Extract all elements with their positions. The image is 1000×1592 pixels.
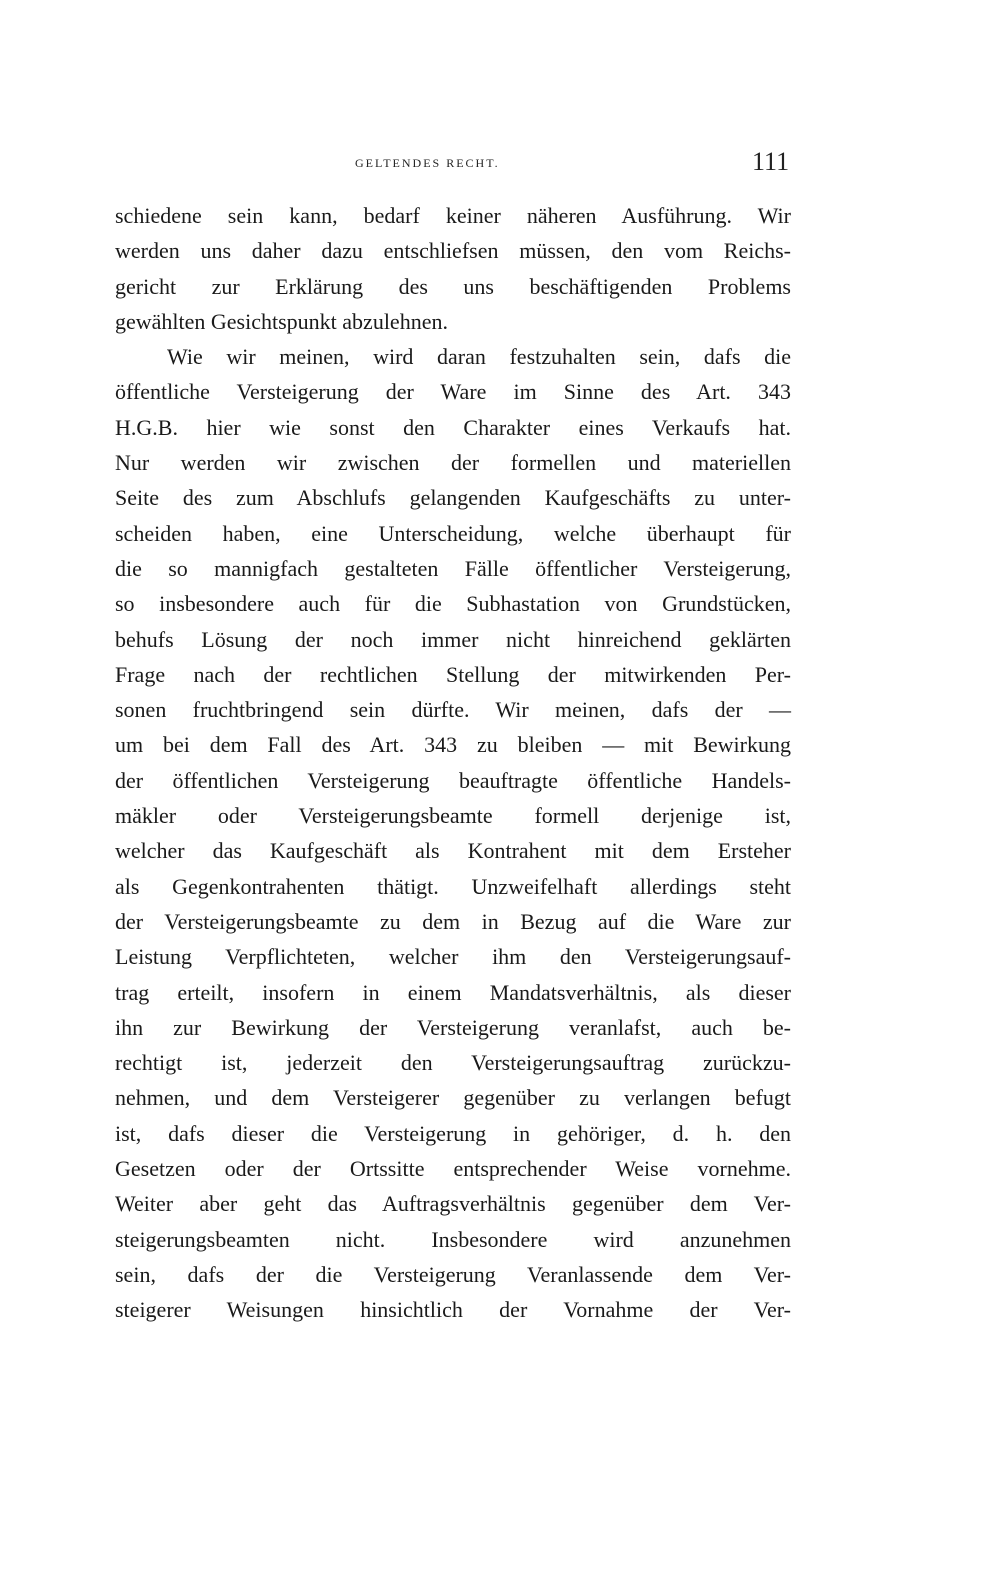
text-line: steigerer Weisungen hinsichtlich der Vornahme der Ver- [115, 1297, 791, 1323]
text-line: als Gegenkontrahenten thätigt. Unzweifelhaft allerdings steht [115, 873, 791, 899]
text-line: welcher das Kaufgeschäft als Kontrahent mit dem Ersteher [115, 838, 791, 864]
text-line: werden uns daher dazu entschliefsen müssen, den vom Reichs- [115, 238, 791, 264]
text-line: öffentliche Versteigerung der Ware im Sinne des Art. 343 [115, 379, 791, 405]
text-line: so insbesondere auch für die Subhastation von Grundstücken, [115, 591, 791, 617]
text-line: Seite des zum Abschlufs gelangenden Kaufgeschäfts zu unter- [115, 485, 791, 511]
text-line: Nur werden wir zwischen der formellen und materiellen [115, 450, 791, 476]
text-line: trag erteilt, insofern in einem Mandatsverhältnis, als dieser [115, 979, 791, 1005]
text-line: schiedene sein kann, bedarf keiner näheren Ausführung. Wir [115, 203, 791, 228]
text-line: der öffentlichen Versteigerung beauftragte öffentliche Handels- [115, 767, 791, 793]
text-line: Leistung Verpflichteten, welcher ihm den Versteigerungsauf- [115, 944, 791, 970]
text-line: gericht zur Erklärung des uns beschäftigenden Problems [115, 273, 791, 299]
text-line: Weiter aber geht das Auftragsverhältnis gegenüber dem Ver- [115, 1191, 791, 1217]
text-line: die so mannigfach gestalteten Fälle öffentlicher Versteigerung, [115, 555, 791, 581]
text-line: behufs Lösung der noch immer nicht hinreichend geklärten [115, 626, 791, 652]
text-line: gewählten Gesichtspunkt abzulehnen. [115, 308, 448, 334]
text-line: ihn zur Bewirkung der Versteigerung veranlafst, auch be- [115, 1014, 791, 1040]
text-line: Frage nach der rechtlichen Stellung der mitwirkenden Per- [115, 661, 791, 687]
text-line: Gesetzen oder der Ortssitte entsprechender Weise vornehme. [115, 1156, 791, 1182]
text-line: H.G.B. hier wie sonst den Charakter eines Verkaufs hat. [115, 414, 791, 440]
body-text [115, 198, 791, 1328]
text-line: um bei dem Fall des Art. 343 zu bleiben — mit Bewirkung [115, 732, 791, 758]
text-line: rechtigt ist, jederzeit den Versteigerungsauftrag zurückzu- [115, 1050, 791, 1076]
text-line: der Versteigerungsbeamte zu dem in Bezug auf die Ware zur [115, 908, 791, 934]
text-line: sonen fruchtbringend sein dürfte. Wir meinen, dafs der — [115, 697, 791, 723]
running-title: GELTENDES RECHT. [355, 156, 500, 170]
text-line: sein, dafs der die Versteigerung Veranlassende dem Ver- [115, 1261, 791, 1287]
text-line: scheiden haben, eine Unterscheidung, welche überhaupt für [115, 520, 791, 546]
text-line: ist, dafs dieser die Versteigerung in gehöriger, d. h. den [115, 1120, 791, 1146]
text-line: steigerungsbeamten nicht. Insbesondere wird anzunehmen [115, 1226, 791, 1252]
paragraph-start-line: Wie wir meinen, wird daran festzuhalten sein, dafs die [167, 344, 791, 370]
page-number: 111 [752, 147, 790, 176]
text-line: mäkler oder Versteigerungsbeamte formell derjenige ist, [115, 803, 791, 829]
text-line: nehmen, und dem Versteigerer gegenüber zu verlangen befugt [115, 1085, 791, 1111]
